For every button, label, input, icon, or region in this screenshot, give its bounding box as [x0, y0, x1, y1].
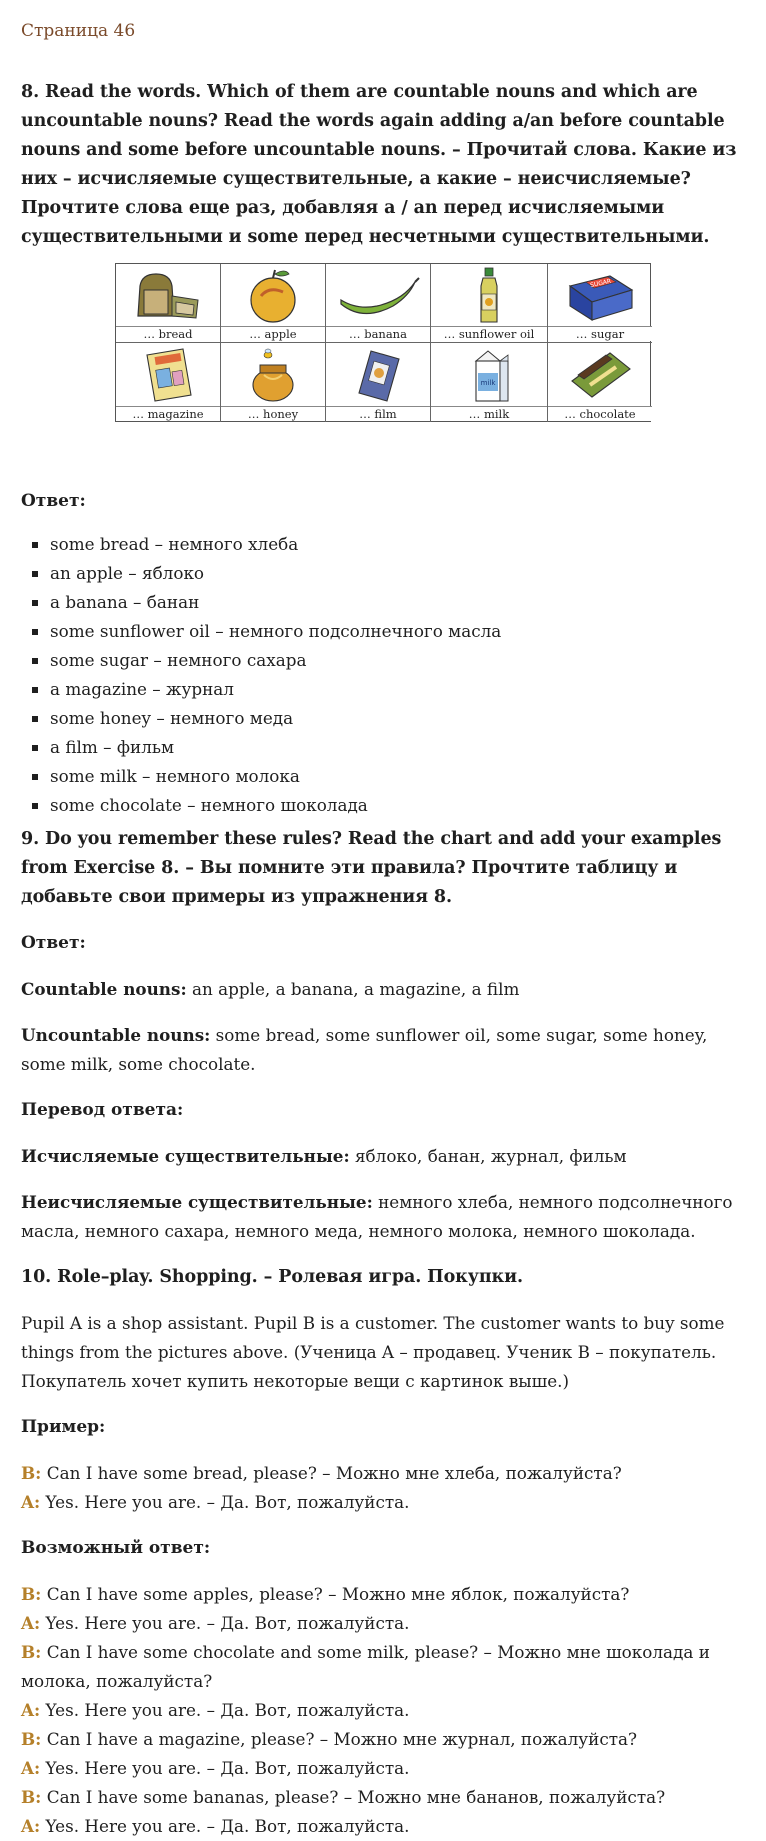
dialogue-line	[21, 1812, 746, 1841]
dialogue-line	[21, 1638, 746, 1696]
dialogue-text: Yes. Here you are. – Да. Вот, пожалуйста.	[40, 1816, 410, 1836]
translation-label: Перевод ответа:	[21, 1100, 184, 1120]
magazine-icon	[133, 345, 203, 405]
picture-caption: … bread	[116, 326, 220, 341]
countable-ru-text: яблоко, банан, журнал, фильм	[349, 1146, 627, 1166]
sugar-box-icon	[560, 266, 640, 326]
list-item: a film – фильм	[50, 733, 746, 762]
example-dialogue	[21, 1459, 746, 1517]
dialogue-text: Yes. Here you are. – Да. Вот, пожалуйста.	[40, 1758, 410, 1778]
apple-icon	[233, 266, 313, 326]
dialogue-line	[21, 1459, 746, 1488]
list-item: some honey – немного меда	[50, 704, 746, 733]
picture-caption: … magazine	[116, 406, 220, 421]
picture-cell-milk	[431, 343, 548, 422]
speaker-label: B:	[21, 1584, 42, 1604]
countable-label: Countable nouns:	[21, 979, 187, 999]
list-item: a banana – банан	[50, 588, 746, 617]
speaker-label: B:	[21, 1729, 42, 1749]
task10-title: 10. Role–play. Shopping. – Ролевая игра. Покупки.	[21, 1267, 523, 1287]
speaker-label: A:	[21, 1700, 41, 1720]
picture-cell-chocolate	[548, 343, 652, 422]
picture-cell-sunflower-oil	[431, 264, 548, 343]
dialogue-text: Yes. Here you are. – Да. Вот, пожалуйста.	[40, 1613, 410, 1633]
dialogue-line	[21, 1609, 746, 1638]
banana-icon	[333, 266, 423, 326]
list-item: an apple – яблоко	[50, 559, 746, 588]
dialogue-line	[21, 1725, 746, 1754]
picture-caption: … sugar	[548, 326, 652, 341]
speaker-label: B:	[21, 1787, 42, 1807]
picture-caption: … milk	[431, 406, 547, 421]
speaker-label: B:	[21, 1642, 42, 1662]
speaker-label: A:	[21, 1613, 41, 1633]
bread-icon	[128, 266, 208, 326]
picture-cell-honey	[221, 343, 326, 422]
countable-ru-label: Исчисляемые существительные:	[21, 1146, 350, 1166]
picture-cell-sugar	[548, 264, 652, 343]
countable-nouns-line	[21, 975, 746, 1004]
dialogue-text: Can I have some bread, please? – Можно мне хлеба, пожалуйста?	[41, 1463, 622, 1483]
dialogue-line	[21, 1783, 746, 1812]
svg-text:milk: milk	[480, 379, 496, 387]
picture-grid	[115, 263, 651, 422]
speaker-label: B:	[21, 1463, 42, 1483]
uncountable-label: Uncountable nouns:	[21, 1025, 211, 1045]
dialogue-line	[21, 1754, 746, 1783]
picture-cell-bread	[116, 264, 221, 343]
uncountable-ru-text: немного хлеба, немного подсолнечного масла, немного сахара, немного меда, немного молока, немного шоколада.	[21, 1192, 733, 1241]
dialogue-line	[21, 1696, 746, 1725]
chocolate-icon	[560, 345, 640, 405]
task9-answer-label: Ответ:	[21, 933, 86, 953]
task9-title: 9. Do you remember these rules? Read the chart and add your examples from Exercise 8. – Вы помните эти правила? Прочтите таблицу и добавьте свои примеры из упражнения 8.	[21, 829, 722, 907]
task10-description: Pupil A is a shop assistant. Pupil B is a customer. The customer wants to buy some things from the pictures above. (Ученица A – продавец. Ученик B – покупатель. Покупатель хочет купить некоторые вещи с картинок выше.)	[21, 1313, 725, 1391]
picture-caption: … apple	[221, 326, 325, 341]
dialogue-text: Can I have some apples, please? – Можно мне яблок, пожалуйста?	[41, 1584, 630, 1604]
dialogue-text: Can I have some bananas, please? – Можно мне бананов, пожалуйста?	[41, 1787, 666, 1807]
list-item: some bread – немного хлеба	[50, 530, 746, 559]
possible-answer-label: Возможный ответ:	[21, 1538, 211, 1558]
uncountable-ru-line	[21, 1188, 746, 1246]
list-item: some sugar – немного сахара	[50, 646, 746, 675]
picture-caption: … sunflower oil	[431, 326, 547, 341]
svg-text:SUGAR: SUGAR	[589, 277, 612, 290]
task8-title: 8. Read the words. Which of them are countable nouns and which are uncountable nouns? Read the words again adding a/an before countable nouns and some before uncountable nouns. – Прочитай слова. Какие из них – исчисляемые существительные, а какие – неисчисляемые? Прочтите слова еще раз, добавляя a / an перед исчисляемыми существительными и some перед несчетными существительными.	[21, 82, 737, 247]
oil-bottle-icon	[459, 266, 519, 326]
countable-ru-line	[21, 1142, 746, 1171]
dialogue-line	[21, 1488, 746, 1517]
countable-text: an apple, a banana, a magazine, a film	[186, 979, 520, 999]
speaker-label: A:	[21, 1492, 41, 1512]
picture-cell-film	[326, 343, 431, 422]
page-label: Страница 46	[21, 21, 136, 41]
example-label: Пример:	[21, 1417, 106, 1437]
picture-cell-apple	[221, 264, 326, 343]
task8-answer-label: Ответ:	[21, 491, 86, 511]
picture-caption: … banana	[326, 326, 430, 341]
picture-cell-banana	[326, 264, 431, 343]
list-item: a magazine – журнал	[50, 675, 746, 704]
picture-caption: … film	[326, 406, 430, 421]
possible-dialogue	[21, 1580, 746, 1841]
dialogue-text: Yes. Here you are. – Да. Вот, пожалуйста.	[40, 1700, 410, 1720]
picture-caption: … chocolate	[548, 406, 652, 421]
list-item: some milk – немного молока	[50, 762, 746, 791]
task8-answer-list	[21, 530, 746, 820]
film-icon	[343, 345, 413, 405]
list-item: some sunflower oil – немного подсолнечного масла	[50, 617, 746, 646]
milk-carton-icon	[454, 345, 524, 405]
uncountable-ru-label: Неисчисляемые существительные:	[21, 1192, 373, 1212]
speaker-label: A:	[21, 1816, 41, 1836]
honey-pot-icon	[238, 345, 308, 405]
picture-caption: … honey	[221, 406, 325, 421]
list-item: some chocolate – немного шоколада	[50, 791, 746, 820]
dialogue-line	[21, 1580, 746, 1609]
speaker-label: A:	[21, 1758, 41, 1778]
dialogue-text: Yes. Here you are. – Да. Вот, пожалуйста.	[40, 1492, 410, 1512]
dialogue-text: Can I have some chocolate and some milk, please? – Можно мне шоколада и молока, пожалуйста?	[21, 1642, 710, 1691]
picture-cell-magazine	[116, 343, 221, 422]
uncountable-text: some bread, some sunflower oil, some sugar, some honey, some milk, some chocolate.	[21, 1025, 708, 1074]
dialogue-text: Can I have a magazine, please? – Можно мне журнал, пожалуйста?	[41, 1729, 638, 1749]
uncountable-nouns-line	[21, 1021, 746, 1079]
